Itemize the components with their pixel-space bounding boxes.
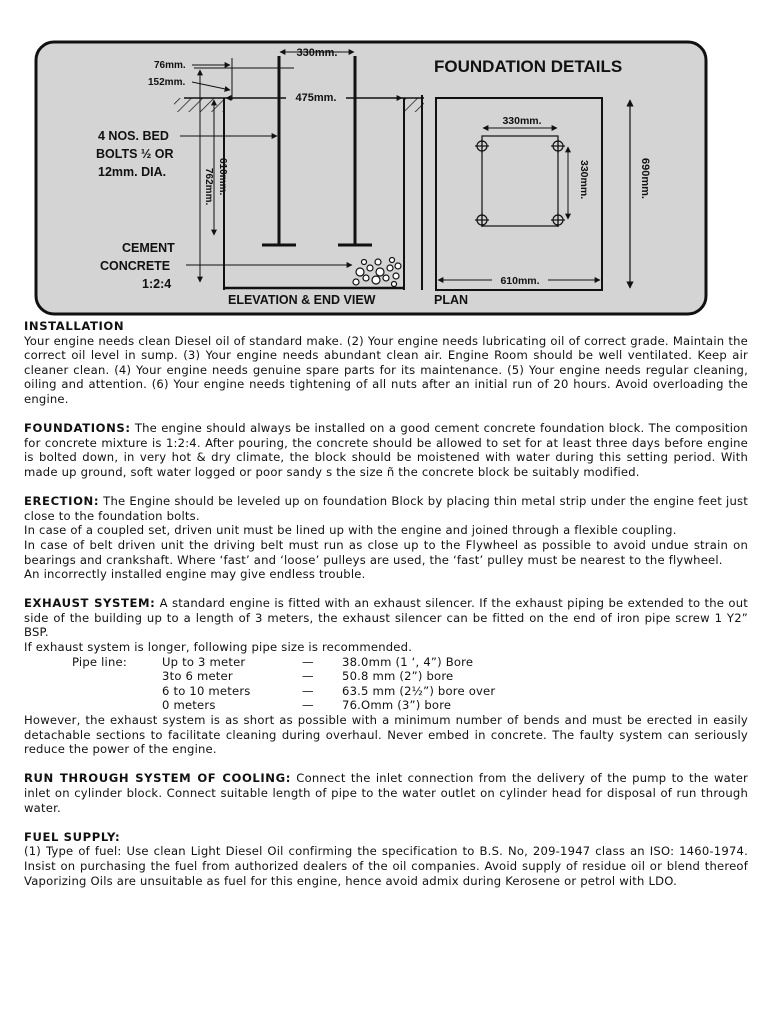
pipe-row: [24, 684, 748, 699]
pipe-row: [24, 669, 748, 684]
pipe-dash: —: [302, 698, 314, 713]
heading-fuel: FUEL SUPPLY:: [24, 829, 121, 844]
elev-dim-610: 610mm.: [217, 158, 228, 196]
exhaust-body-1: A standard engine is fitted with an exhaust silencer. If the exhaust piping be extended to the out side of the building up to a length of 3 meters, the exhaust silencer can be fitted on the end of iron pipe screw 1 Y2” BSP.: [24, 596, 748, 640]
cooling-body: Connect the inlet connection from the delivery of the pump to the water inlet on cylinder block. Connect suitable length of pipe to the water outlet on cylinder head for disposal of run through water.: [24, 771, 748, 815]
section-fuel: [24, 830, 748, 888]
figure-title: FOUNDATION DETAILS: [434, 57, 623, 76]
pipe-size: 76.Omm (3”) bore: [342, 698, 452, 713]
installation-body: Your engine needs clean Diesel oil of standard make. (2) Your engine needs lubricating oil of correct grade. Maintain the correct oil level in sump. (3) Your engine needs abundant clean air. Engine Room should be well ventilated. Keep air cleaner clean. (4) Your engine needs genuine spare parts for its maintenance. (5) Your engine needs regular cleaning, oiling and attention. (6) Your engine needs tightening of all nuts after an initial run of 20 hours. Avoid overloading the engine.: [24, 333, 748, 406]
elev-dim-152: 152mm.: [148, 77, 186, 88]
elev-dim-330: 330mm.: [296, 47, 338, 59]
caption-plan: PLAN: [434, 293, 469, 307]
erection-body-4: An incorrectly installed engine may give endless trouble.: [24, 567, 366, 582]
section-exhaust: [24, 596, 748, 757]
section-cooling: [24, 771, 748, 815]
section-foundations: [24, 421, 748, 479]
section-installation: [24, 319, 748, 407]
pipe-dash: —: [302, 654, 314, 669]
elev-dim-762: 762mm.: [203, 168, 214, 206]
heading-cooling: RUN THROUGH SYSTEM OF COOLING:: [24, 771, 291, 786]
heading-foundations: FOUNDATIONS:: [24, 421, 131, 436]
heading-installation: INSTALLATION: [24, 319, 125, 333]
pipe-dash: —: [302, 669, 314, 684]
foundation-details-figure: [34, 40, 708, 316]
pipe-row: [24, 655, 748, 670]
elev-dim-475: 475mm.: [295, 92, 337, 104]
pipe-range: Up to 3 meter: [162, 654, 246, 669]
plan-dim-330-side: 330mm.: [578, 160, 590, 200]
fuel-body: (1) Type of fuel: Use clean Light Diesel Oil confirming the specification to B.S. No, 209-1947 class an ISO: 1460-1974. Insist on purchasing the fuel from authorized dealers of the oil companies. Avoid supply of residue oil or blend thereof Vaporizing Oils are unsuitable as fuel for this engine, hence avoid admix during Kerosene or petrol with LDO.: [24, 844, 748, 888]
caption-elevation: ELEVATION & END VIEW: [228, 293, 376, 307]
pipe-dash: —: [302, 683, 314, 698]
plan-dim-330-top: 330mm.: [502, 115, 542, 127]
plan-dim-610: 610mm.: [500, 275, 540, 287]
bolts-label-line-3: 12mm. DIA.: [98, 165, 167, 179]
pipe-line-label: Pipe line:: [72, 654, 127, 669]
concrete-label-line-1: CEMENT: [122, 241, 175, 255]
bolts-label-line-2: BOLTS ½ OR: [96, 147, 174, 161]
heading-exhaust: EXHAUST SYSTEM:: [24, 596, 156, 611]
erection-body-3: In case of belt driven unit the driving belt must run as close up to the Flywheel as possible to avoid undue strain on bearings and crankshaft. Where ‘fast’ and ‘loose’ pulleys are used, the ‘fast’ pulley must be nearest to the flywheel.: [24, 537, 748, 567]
pipe-size: 63.5 mm (2½”) bore over: [342, 683, 496, 698]
erection-body-1: The Engine should be leveled up on foundation Block by placing thin metal strip under the engine feet just close to the foundation bolts.: [24, 494, 748, 523]
plan-dim-690: 690mm.: [639, 158, 651, 199]
concrete-label-line-3: 1:2:4: [142, 277, 172, 291]
pipe-size: 38.0mm (1 ‘, 4”) Bore: [342, 654, 474, 669]
ground-hatch: [174, 98, 224, 112]
pipe-row: [24, 698, 748, 713]
pipe-range: 6 to 10 meters: [162, 683, 251, 698]
pipe-size: 50.8 mm (2”) bore: [342, 669, 454, 684]
elev-dim-76: 76mm.: [154, 60, 186, 71]
heading-erection: ERECTION:: [24, 494, 100, 509]
pipe-range: 0 meters: [162, 698, 216, 713]
foundations-body: The engine should always be installed on a good cement concrete foundation block. The composition for concrete mixture is 1:2:4. After pouring, the concrete should be allowed to set for at least three days before engine is bolted down, in very hot & dry climate, the block should be moistened with water during this setting period. With made up ground, soft water logged or poor sandy s the size ñ the concrete block be suitably modified.: [24, 421, 748, 479]
section-erection: [24, 494, 748, 582]
bolts-label-line-1: 4 NOS. BED: [98, 129, 169, 143]
concrete-label-line-2: CONCRETE: [100, 259, 171, 273]
exhaust-body-2: If exhaust system is longer, following pipe size is recommended.: [24, 640, 413, 655]
exhaust-body-3: However, the exhaust system is as short as possible with a minimum number of bends and must be erected in easily detachable sections to facilitate cleaning during overhaul. Never embed in concrete. The faulty system can seriously reduce the power of the engine.: [24, 713, 748, 757]
pipe-range: 3to 6 meter: [162, 669, 233, 684]
document-body: [24, 319, 748, 903]
erection-body-2: In case of a coupled set, driven unit must be lined up with the engine and joined through a flexible coupling.: [24, 523, 677, 538]
